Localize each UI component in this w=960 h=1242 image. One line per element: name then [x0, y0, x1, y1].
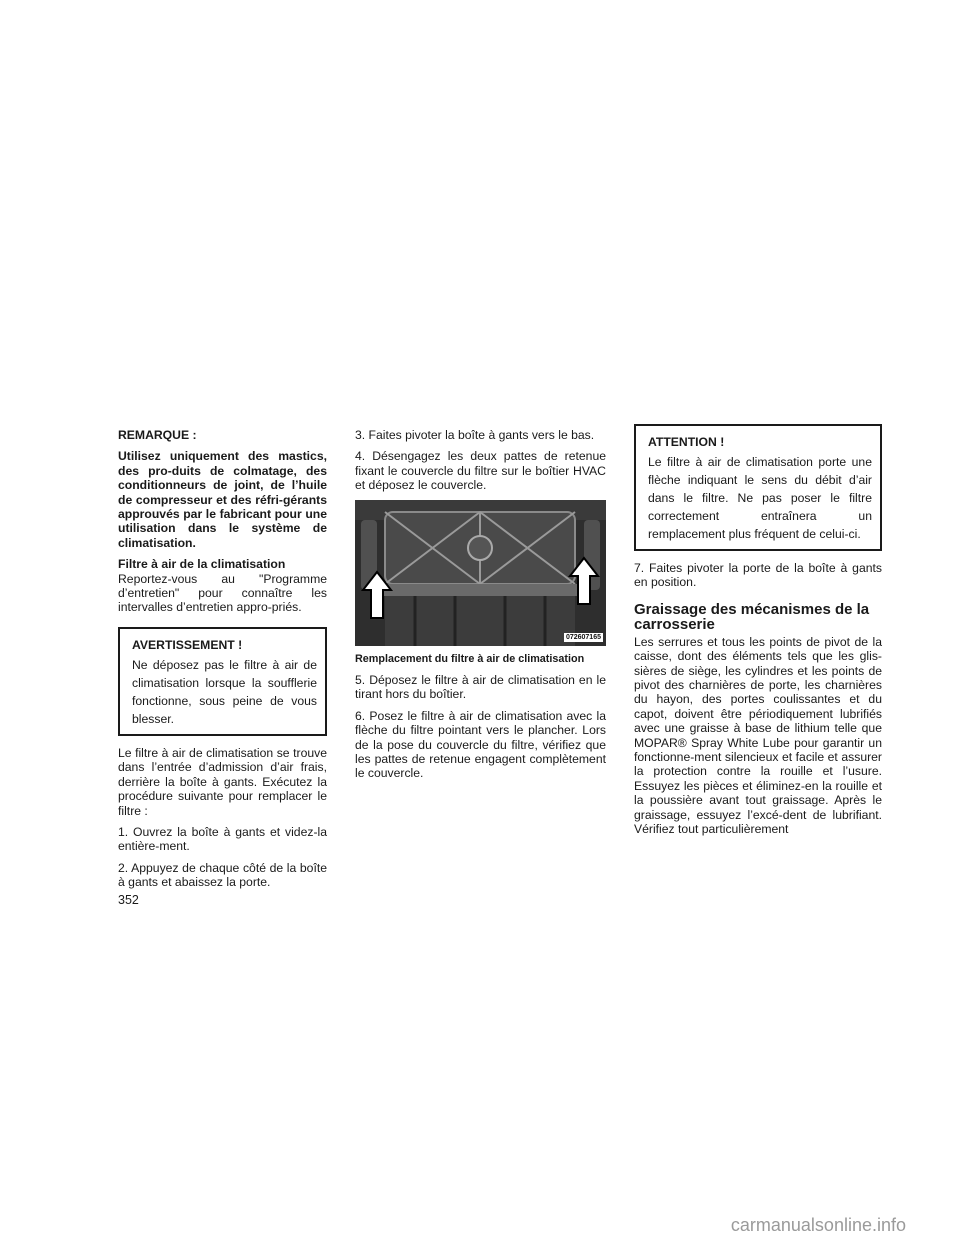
column-left: [118, 428, 327, 897]
column-middle: [355, 428, 606, 788]
figure-caption: Remplacement du filtre à air de climatisation: [355, 652, 585, 665]
warning-box: [118, 627, 327, 736]
note-text: Utilisez uniquement des mastics, des pro-duits de colmatage, des conditionneurs de joint, de l’huile de compresseur et des réfri-gérants approuvés par le fabricant pour une utilisation dans le système de climatisation.: [118, 449, 327, 550]
location-text: Le filtre à air de climatisation se trouve dans l’entrée d’admission d’air frais, derrière la boîte à gants. Exécutez la procédure suivante pour remplacer le filtre :: [118, 745, 327, 818]
step-4: 4. Désengagez les deux pattes de retenue fixant le couvercle du filtre sur le boîtier HVAC et déposez le couvercle.: [355, 449, 606, 493]
step-2: 2. Appuyez de chaque côté de la boîte à gants et abaissez la porte.: [118, 860, 327, 890]
step-6: 6. Posez le filtre à air de climatisation avec la flèche du filtre pointant vers le plancher. Lors de la pose du couvercle du filtre, vérifiez que les pattes de retenue engagent complètement le couvercle.: [355, 708, 606, 781]
note-label: REMARQUE :: [118, 428, 197, 442]
section-text: Les serrures et tous les points de pivot de la caisse, dont des éléments tels que les glis-sières de siège, les cylindres et les points de pivot des charnières de porte, les charnières du hayon, des portes coulissantes et du capot, doivent être périodiquement lubrifiés avec une graisse à base de lithium telle que MOPAR® Spray White Lube pour garantir un fonctionne-ment silencieux et facile et assurer la protection contre la rouille et l’usure. Essuyez les pièces et éliminez-en la rouille et la poussière avant tout graissage. Après le graissage, essuyez l’excé-dent de lubrifiant. Vérifiez tout particulièrement: [634, 634, 882, 837]
column-right: [634, 428, 882, 844]
filter-illustration: [355, 500, 606, 646]
filter-heading: Filtre à air de la climatisation: [118, 557, 286, 572]
filter-replacement-figure: [355, 500, 606, 646]
caution-box: [634, 424, 882, 551]
section-heading: Graissage des mécanismes de la carrosserie: [634, 600, 870, 633]
step-3: 3. Faites pivoter la boîte à gants vers le bas.: [355, 428, 595, 442]
step-5: 5. Déposez le filtre à air de climatisation en le tirant hors du boîtier.: [355, 673, 606, 702]
step-7: 7. Faites pivoter la porte de la boîte à gants en position.: [634, 561, 882, 590]
warning-title: AVERTISSEMENT !: [132, 637, 243, 652]
page-number: 352: [118, 893, 139, 907]
caution-text: Le filtre à air de climatisation porte une flèche indiquant le sens du débit d’air dans le filtre. Ne pas poser le filtre correctement entraînera un remplacement plus fréquent de celui-ci.: [648, 455, 872, 541]
figure-id: 072607165: [565, 633, 601, 641]
watermark: carmanualsonline.info: [730, 1215, 906, 1235]
filter-text: Reportez-vous au "Programme d’entretien" pour connaître les intervalles d’entretien appro-priés.: [118, 571, 327, 615]
step-1: 1. Ouvrez la boîte à gants et videz-la entière-ment.: [118, 824, 327, 854]
caution-title: ATTENTION !: [648, 435, 725, 449]
warning-text: Ne déposez pas le filtre à air de climatisation lorsque la soufflerie fonctionne, sous peine de vous blesser.: [132, 657, 317, 726]
